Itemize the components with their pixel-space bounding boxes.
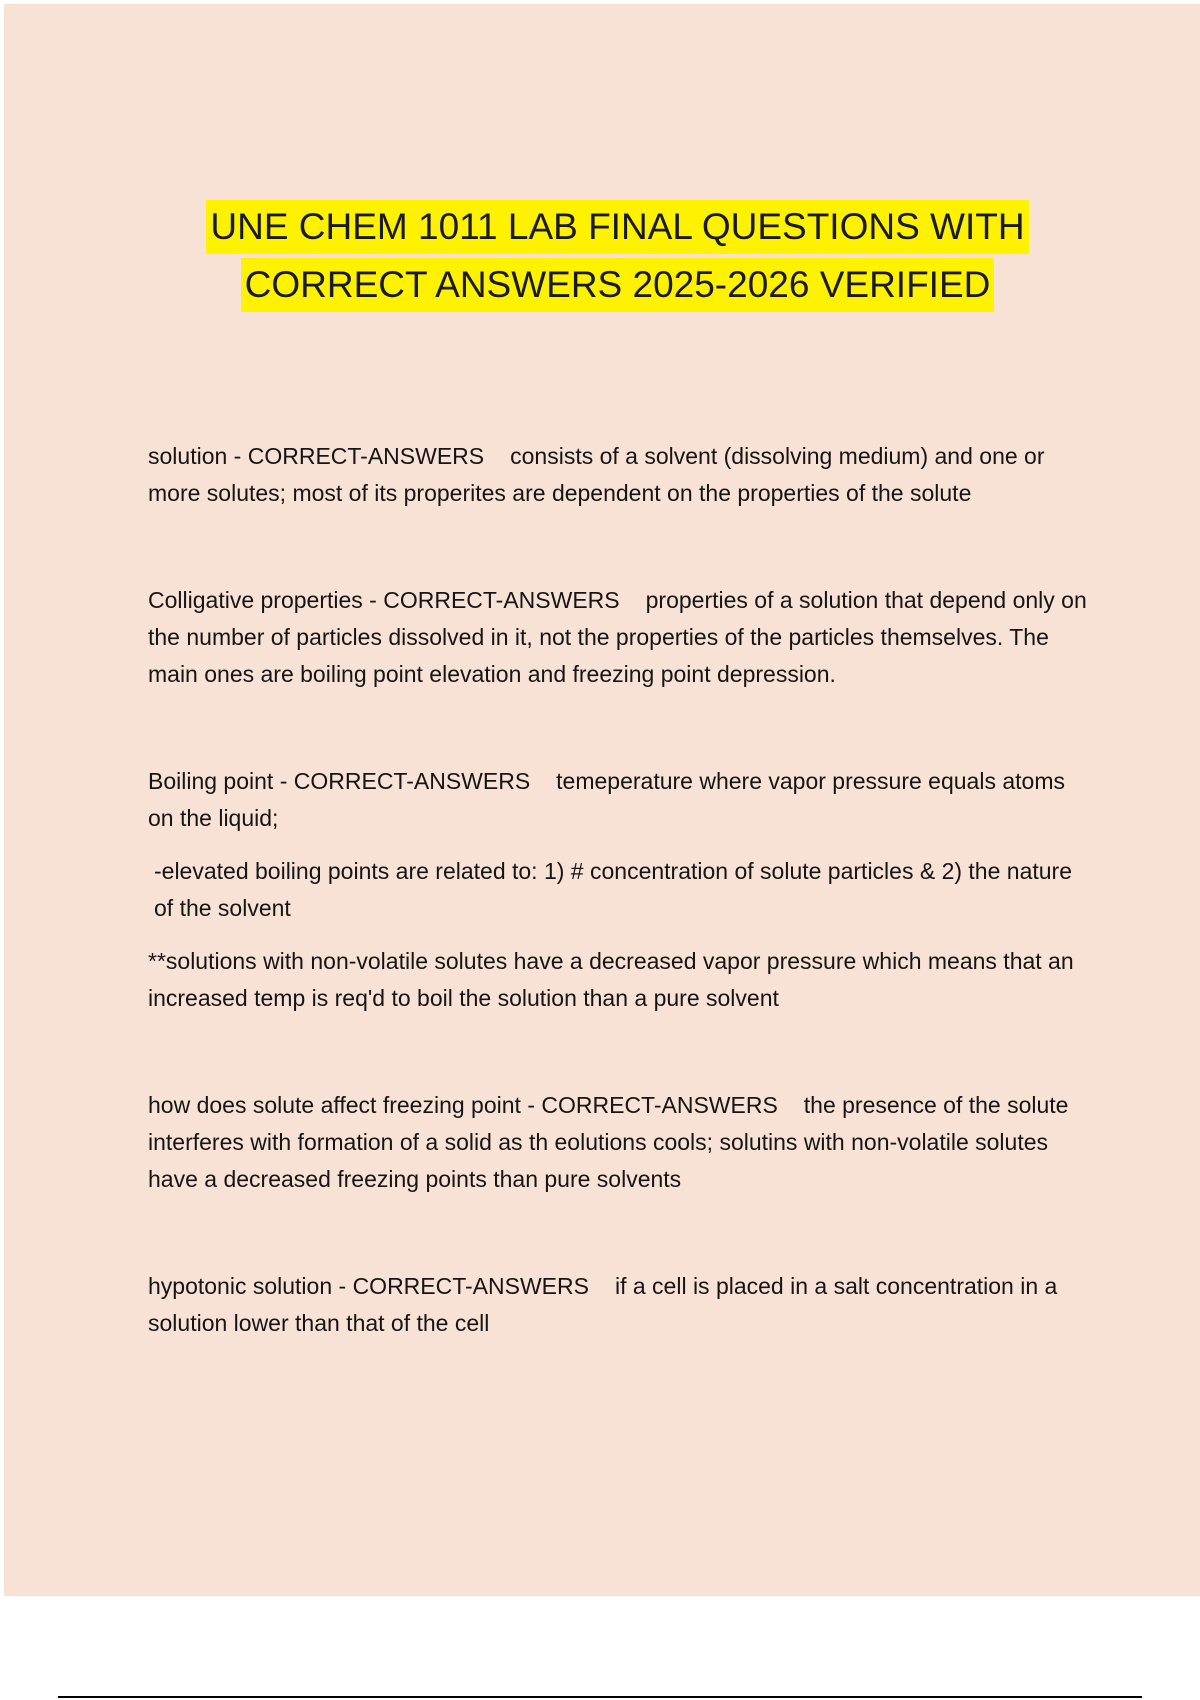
entry-note: -elevated boiling points are related to: 1) # concentration of solute particles & 2) the nature of the solvent <box>154 858 1072 921</box>
title-line-2: CORRECT ANSWERS 2025-2026 VERIFIED <box>241 258 995 312</box>
entry-answer: if a cell is placed in a salt concentration in a solution lower than that of the cell <box>148 1273 1058 1336</box>
qa-entry-boiling-point <box>148 763 1093 1017</box>
document-title <box>0 200 1200 316</box>
entry-term: Colligative properties <box>148 587 363 613</box>
qa-entry-solution <box>148 438 1093 512</box>
title-line-1: UNE CHEM 1011 LAB FINAL QUESTIONS WITH <box>206 200 1028 254</box>
page-divider <box>58 1696 1142 1698</box>
qa-entry-freezing-point <box>148 1087 1093 1198</box>
entry-term: solution <box>148 443 228 469</box>
entry-separator: - CORRECT-ANSWERS <box>369 587 620 613</box>
entry-term: hypotonic solution <box>148 1273 333 1299</box>
qa-list <box>148 438 1093 1342</box>
qa-entry-hypotonic-solution <box>148 1268 1093 1342</box>
entry-answer: temeperature where vapor pressure equals atoms on the liquid; <box>148 768 1065 831</box>
qa-entry-colligative-properties <box>148 582 1093 693</box>
entry-separator: - CORRECT-ANSWERS <box>338 1273 589 1299</box>
entry-separator: - CORRECT-ANSWERS <box>279 768 531 794</box>
entry-note: **solutions with non-volatile solutes have a decreased vapor pressure which means that an increased temp is req'd to boil the solution than a pure solvent <box>148 948 1074 1011</box>
entry-term: Boiling point <box>148 768 274 794</box>
entry-separator: - CORRECT-ANSWERS <box>527 1092 778 1118</box>
entry-term: how does solute affect freezing point <box>148 1092 521 1118</box>
entry-separator: - CORRECT-ANSWERS <box>233 443 485 469</box>
entry-answer: properties of a solution that depend only on the number of particles dissolved in it, not the properties of the particles themselves. The main ones are boiling point elevation and freezing point depression. <box>148 587 1087 687</box>
entry-answer: the presence of the solute interferes with formation of a solid as th eolutions cools; solutins with non-volatile solutes have a decreased freezing points than pure solvents <box>148 1092 1069 1192</box>
entry-answer: consists of a solvent (dissolving medium) and one or more solutes; most of its properites are dependent on the properties of the solute <box>148 443 1045 506</box>
